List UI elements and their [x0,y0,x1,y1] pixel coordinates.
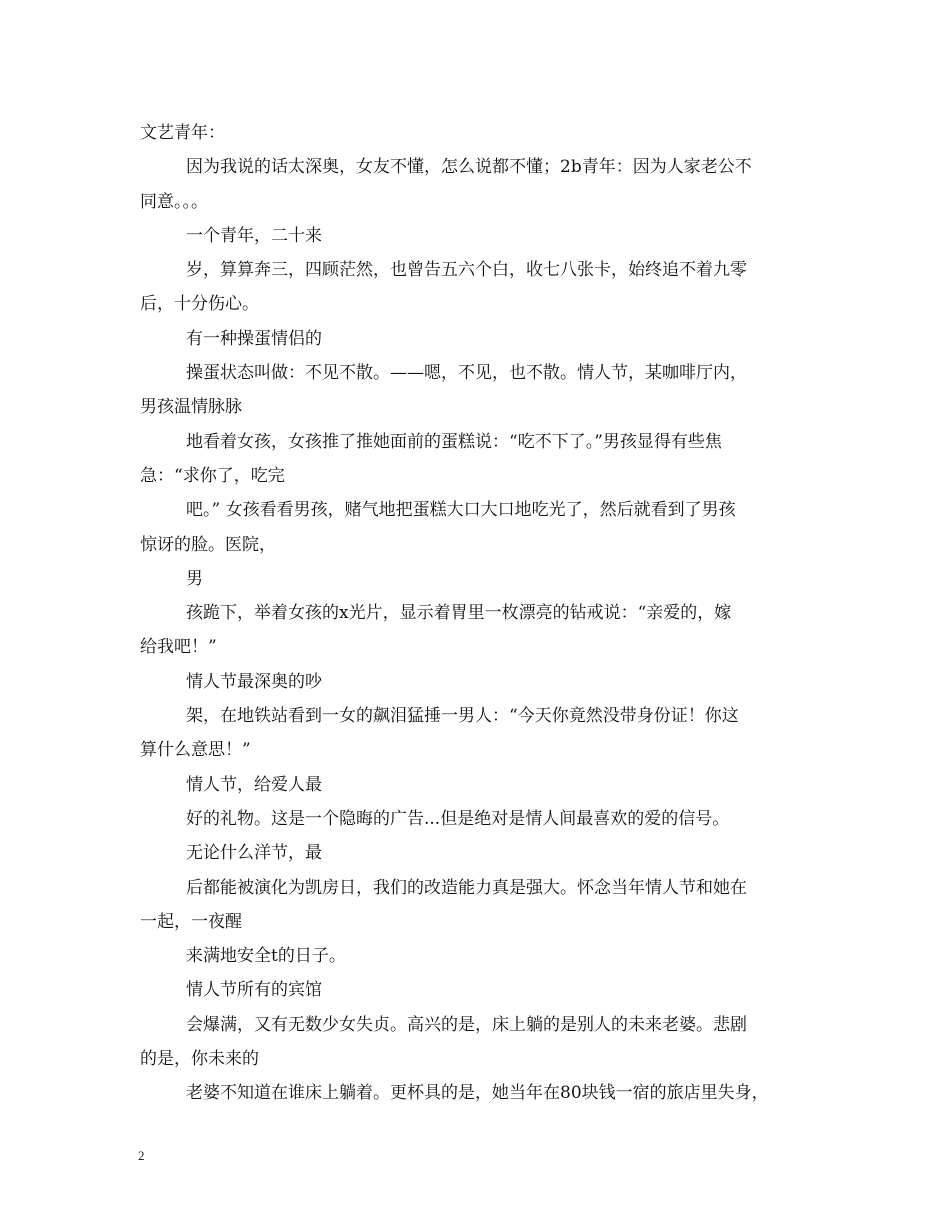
text-line: 一个青年，二十来 [186,225,322,246]
text-line: 老婆不知道在谁床上躺着。更杯具的是，她当年在80块钱一宿的旅店里失身， [186,1083,769,1104]
text-line: 操蛋状态叫做：不见不散。——嗯，不见，也不散。情人节，某咖啡厅内， [186,363,747,384]
text-line: 惊讶的脸。医院， [140,534,276,555]
text-line: 因为我说的话太深奥，女友不懂，怎么说都不懂；2b青年：因为人家老公不 [186,157,752,178]
text-line: 岁，算算奔三，四顾茫然，也曾告五六个白，收七八张卡，始终追不着九零 [186,260,747,281]
text-line: 吧。” 女孩看看男孩，赌气地把蛋糕大口大口地吃光了，然后就看到了男孩 [186,500,736,521]
text-line: 来满地安全t的日子。 [186,946,346,967]
text-line: 会爆满，又有无数少女失贞。高兴的是，床上躺的是别人的未来老婆。悲剧 [186,1014,747,1035]
text-line: 算什么意思！” [140,740,251,761]
text-line: 文艺青年： [140,123,225,143]
text-line: 地看着女孩，女孩推了推她面前的蛋糕说：“吃不下了。”男孩显得有些焦 [186,431,722,452]
text-line: 无论什么洋节，最 [186,843,322,864]
page-number: 2 [138,1148,145,1163]
text-line: 给我吧！” [140,637,217,658]
text-line: 的是，你未来的 [140,1049,259,1070]
text-line: 架，在地铁站看到一女的飙泪猛捶一男人：“今天你竟然没带身份证！你这 [186,706,739,727]
text-line: 好的礼物。这是一个隐晦的广告...但是绝对是情人间最喜欢的爱的信号。 [186,808,730,829]
text-line: 男孩温情脉脉 [140,397,242,418]
text-line: 后，十分伤心。 [140,294,259,315]
text-line: 同意。。。 [140,191,208,212]
text-line: 情人节，给爱人最 [186,774,322,795]
text-line: 有一种操蛋情侣的 [186,328,322,349]
text-line: 一起，一夜醒 [140,911,242,932]
text-line: 急：“求你了，吃完 [140,465,285,486]
text-line: 情人节最深奥的吵 [186,671,322,692]
text-line: 情人节所有的宾馆 [186,980,322,1001]
document-body [140,116,815,1111]
text-line: 孩跪下，举着女孩的x光片，显示着胃里一枚漂亮的钻戒说：“亲爱的，嫁 [186,603,732,624]
text-line: 后都能被演化为凯房日，我们的改造能力真是强大。怀念当年情人节和她在 [186,877,747,898]
text-line: 男 [186,568,203,589]
